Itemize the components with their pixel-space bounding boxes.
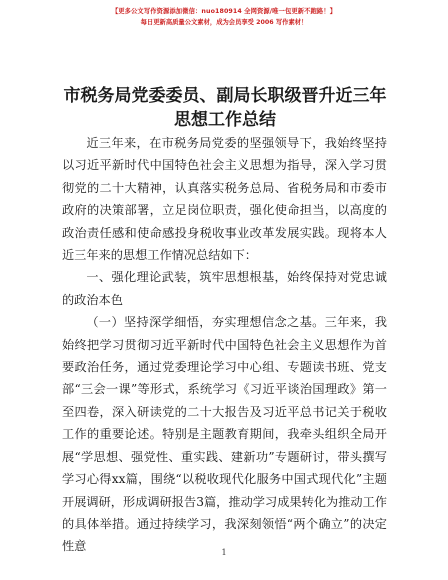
document-title: 市税务局党委委员、副局长职级晋升近三年思想工作总结 bbox=[63, 86, 387, 130]
section-heading-1: 一、强化理论武装，筑牢思想根基，始终保持对党忠诚的政治本色 bbox=[62, 270, 387, 307]
document-body bbox=[62, 132, 387, 558]
page-number: 1 bbox=[221, 548, 227, 557]
promo-banner-line-2: 每日更新高质量公文素材，成为会员享受 2006 写作素材！ bbox=[140, 19, 308, 26]
promo-banner-line-1: 【更多公文写作资源添加微信：nuo180914 全网资源∕唯一包更新不跑路！】 bbox=[111, 8, 337, 15]
section-paragraph-1: （一）坚持深学细悟，夯实理想信念之基。三年来，我始终把学习贯彻习近平新时代中国特色社会主义思想作为首要政治任务，通过党委理论学习中心组、专题读书班、党支部“三会一课”等形式，系统学习《习近平谈治国理政》第一至四卷，深入研读党的二十大报告及习近平总书记关于税收工作的重要论述。特别是主题教育期间，我牵头组织全局开展“学思想、强党性、重实践、建新功”专题研讨，带头撰写学习心得xx篇，围绕“以税收现代化服务中国式现代化”主题开展调研，形成调研报告3篇，推动学习成果转化为推动工作的具体举措。通过持续学习，我深刻领悟“两个确立”的决定性意 bbox=[62, 315, 387, 554]
intro-paragraph: 近三年来，在市税务局党委的坚强领导下，我始终坚持以习近平新时代中国特色社会主义思想为指导，深入学习贯彻党的二十大精神，认真落实税务总局、省税务局和市委市政府的决策部署，立足岗位职责，强化使命担当，以高度的政治责任感和使命感投身税收事业改革发展实践。现将本人近三年来的思想工作情况总结如下： bbox=[62, 136, 387, 263]
